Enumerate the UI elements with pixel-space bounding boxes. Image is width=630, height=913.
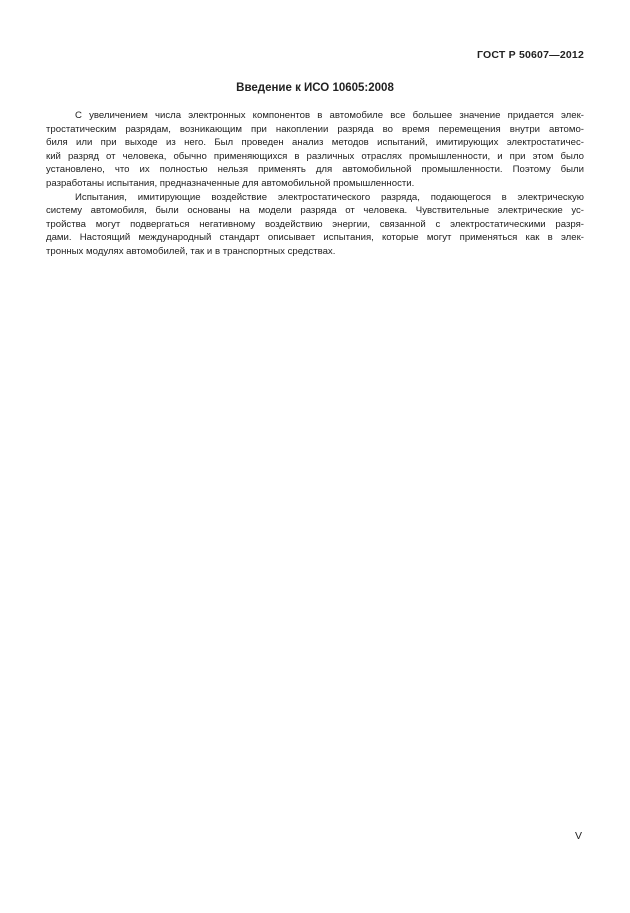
text-line: биля или при выходе из него. Был проведен анализ методов испытаний, имитирующих электростатичес- — [46, 137, 584, 149]
page-number: V — [574, 830, 582, 842]
text-line: разработаны испытания, предназначенные для автомобильной промышленности. — [46, 177, 415, 189]
paragraph-1 — [46, 109, 584, 191]
body-text — [46, 109, 584, 259]
text-line: систему автомобиля, были основаны на модели разряда от человека. Чувствительные электрические ус- — [46, 205, 584, 217]
text-line: тростатическим разрядам, возникающим при накоплении разряда во время перемещения внутри автомо- — [46, 123, 584, 135]
text-line: кий разряд от человека, обычно применяющихся в различных отраслях промышленности, и при этом было — [46, 150, 584, 162]
text-line: Испытания, имитирующие воздействие электростатического разряда, подающегося в электрическую — [75, 191, 584, 203]
text-line: дами. Настоящий международный стандарт описывает испытания, которые могут применяться как в элек- — [46, 232, 584, 244]
text-line: тронных модулях автомобилей, так и в транспортных средствах. — [46, 245, 336, 257]
document-code: ГОСТ Р 50607—2012 — [476, 49, 584, 61]
text-line: С увеличением числа электронных компонентов в автомобиле все большее значение придается элек- — [75, 110, 584, 121]
text-line: установлено, что их полностью нельзя применять для автомобильной промышленности. Поэтому были — [46, 164, 584, 176]
paragraph-2 — [46, 191, 584, 259]
section-title: Введение к ИСО 10605:2008 — [236, 82, 394, 94]
text-line: тройства могут подвергаться негативному воздействию энергии, связанной с электростатическими разря- — [46, 218, 584, 230]
